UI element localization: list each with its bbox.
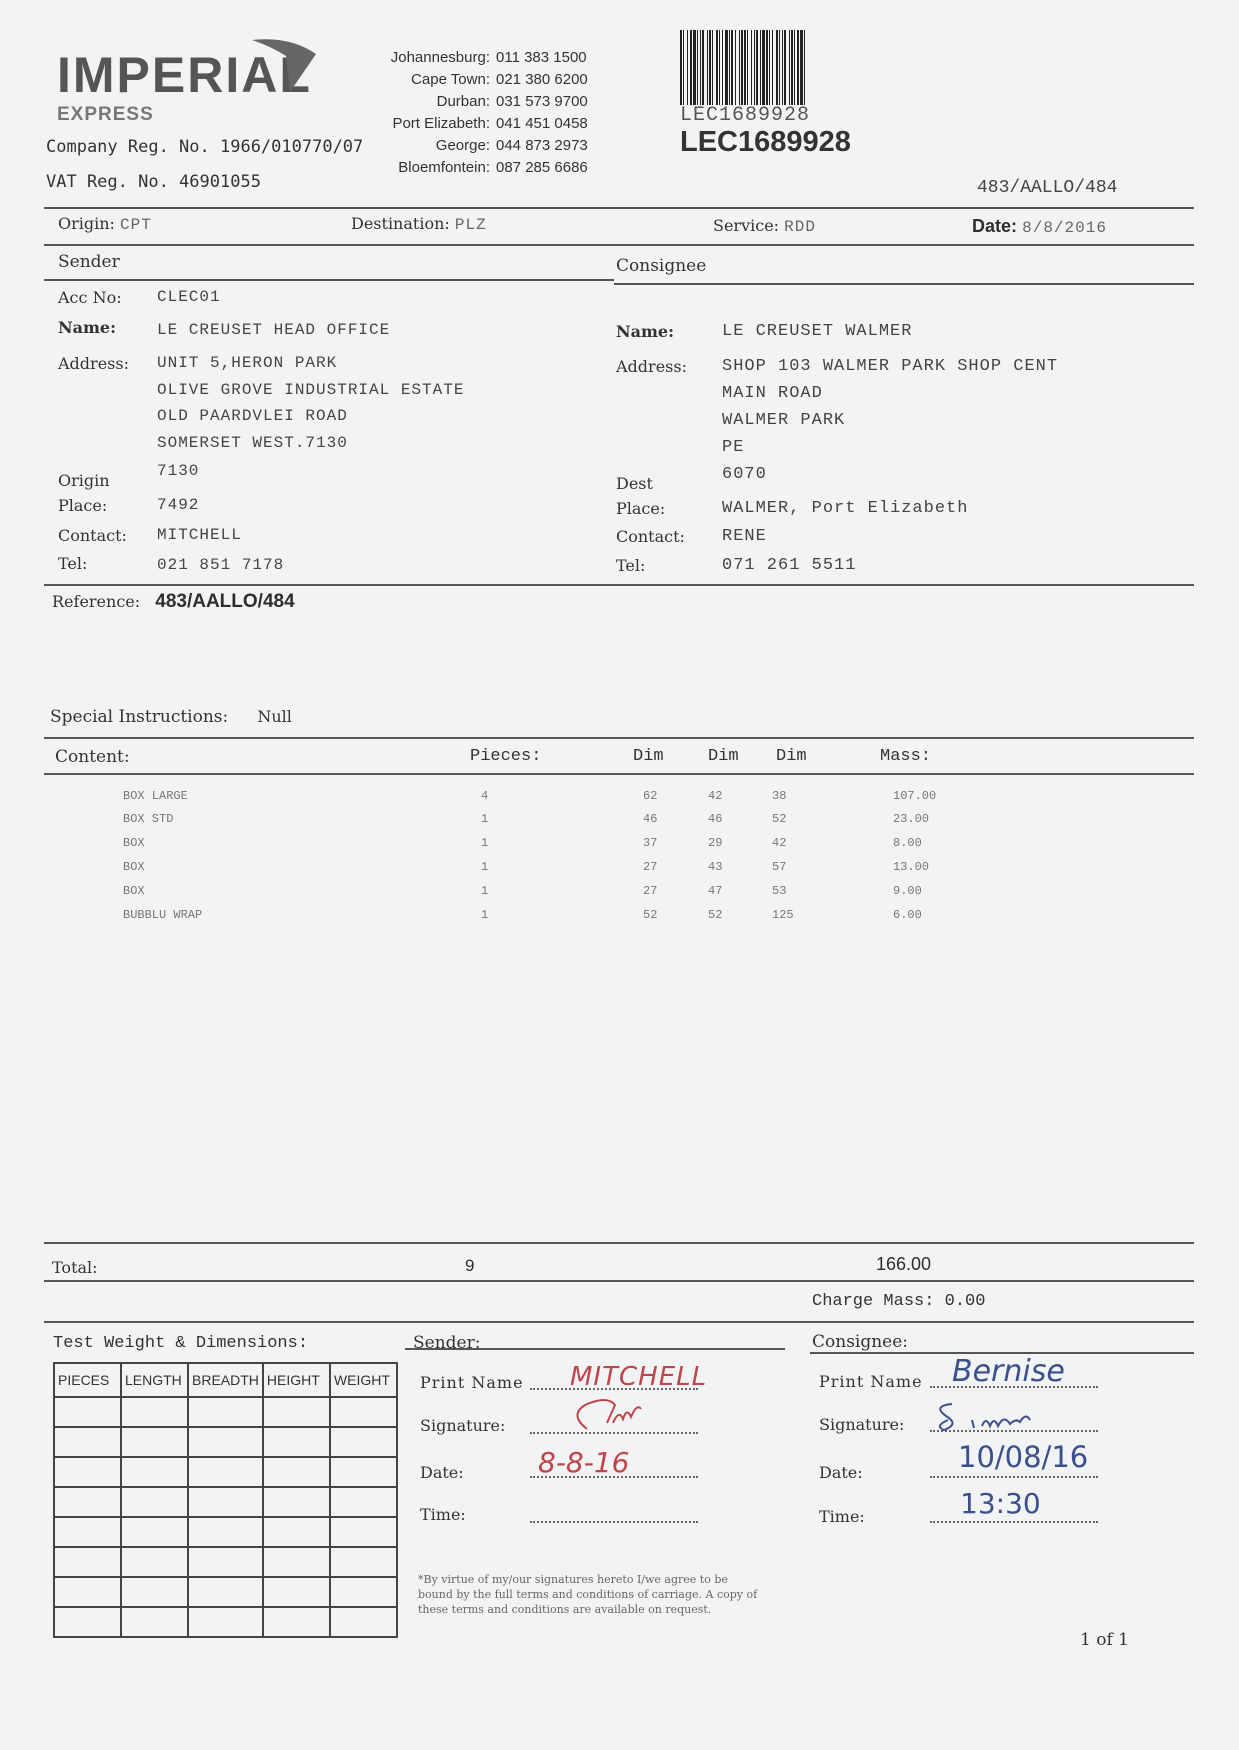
consignee-address-label: Address: bbox=[616, 357, 687, 376]
mass-header: Mass: bbox=[880, 747, 932, 766]
pieces-column-header: PIECES bbox=[54, 1363, 121, 1397]
consignee-signoff-title: Consignee: bbox=[812, 1332, 909, 1352]
logo-subtitle: EXPRESS bbox=[57, 104, 154, 125]
top-reference: 483/AALLO/484 bbox=[977, 178, 1118, 198]
table-row: BOX 1 27 47 53 9.00 bbox=[123, 884, 922, 898]
total-pieces: 9 bbox=[465, 1256, 475, 1275]
barcode-text: LEC1689928 bbox=[680, 104, 811, 127]
consignee-place: WALMER, Port Elizabeth bbox=[722, 499, 969, 518]
consignee-tel-label: Tel: bbox=[616, 556, 646, 575]
consignee-contact: RENE bbox=[722, 527, 767, 546]
consignee-print-name-label: Print Name bbox=[819, 1372, 923, 1391]
service-field: Service: RDD bbox=[713, 216, 816, 236]
sender-address-line: SOMERSET WEST.7130 bbox=[157, 434, 348, 452]
sender-contact: MITCHELL bbox=[157, 526, 242, 544]
table-row: BOX 1 37 29 42 8.00 bbox=[123, 836, 922, 850]
sender-address-line: OLIVE GROVE INDUSTRIAL ESTATE bbox=[157, 381, 465, 399]
sender-signature-label: Signature: bbox=[420, 1416, 506, 1435]
consignee-address-line: SHOP 103 WALMER PARK SHOP CENT bbox=[722, 357, 1059, 376]
total-label: Total: bbox=[52, 1258, 98, 1277]
table-row bbox=[54, 1607, 397, 1637]
office-row: Durban: 031 573 9700 bbox=[436, 92, 588, 110]
dim3-header: Dim bbox=[776, 747, 807, 766]
office-row: Cape Town: 021 380 6200 bbox=[411, 70, 588, 88]
consignee-name-label: Name: bbox=[616, 322, 675, 341]
consignee-name: LE CREUSET WALMER bbox=[722, 322, 913, 341]
test-weight-table bbox=[53, 1362, 398, 1638]
sender-place-label: Place: bbox=[58, 496, 108, 515]
consignee-time-label: Time: bbox=[819, 1507, 865, 1526]
sender-signoff-title: Sender: bbox=[413, 1333, 481, 1353]
sender-address-line: OLD PAARDVLEI ROAD bbox=[157, 407, 348, 425]
sender-signature bbox=[567, 1395, 647, 1435]
dim2-header: Dim bbox=[708, 747, 739, 766]
sender-name-label: Name: bbox=[58, 318, 117, 337]
weight-column-header: WEIGHT bbox=[330, 1363, 397, 1397]
office-row: Johannesburg: 011 383 1500 bbox=[390, 48, 587, 66]
consignee-address-line: WALMER PARK bbox=[722, 411, 846, 430]
table-row: BOX LARGE 4 62 42 38 107.00 bbox=[123, 789, 937, 803]
table-header-row bbox=[54, 1363, 397, 1397]
waybill-number: LEC1689928 bbox=[680, 126, 851, 158]
sender-address-label: Address: bbox=[58, 354, 129, 373]
office-row: Bloemfontein: 087 285 6686 bbox=[398, 158, 588, 176]
table-row bbox=[54, 1577, 397, 1607]
dim1-header: Dim bbox=[633, 747, 664, 766]
consignee-address-line: MAIN ROAD bbox=[722, 384, 823, 403]
table-row: BOX STD 1 46 46 52 23.00 bbox=[123, 812, 930, 826]
origin-field: Origin: CPT bbox=[58, 214, 152, 234]
dest-place-label: Dest bbox=[616, 474, 653, 493]
table-row: BOX 1 27 43 57 13.00 bbox=[123, 860, 930, 874]
barcode bbox=[680, 30, 965, 105]
table-row bbox=[54, 1397, 397, 1427]
logo-swoosh-icon bbox=[250, 36, 318, 94]
table-row bbox=[54, 1427, 397, 1457]
office-row: Port Elizabeth: 041 451 0458 bbox=[392, 114, 588, 132]
terms-text: *By virtue of my/our signatures hereto I/we agree to be bound by the full terms and conditions of carriage. A copy of these terms and conditions are available on request. bbox=[418, 1573, 758, 1616]
consignee-signature bbox=[930, 1396, 1080, 1434]
acc-no: CLEC01 bbox=[157, 288, 221, 306]
page-number: 1 of 1 bbox=[1080, 1630, 1129, 1650]
table-row bbox=[54, 1457, 397, 1487]
sender-print-name-handwritten: MITCHELL bbox=[570, 1362, 708, 1392]
office-row: George: 044 873 2973 bbox=[435, 136, 588, 154]
acc-no-label: Acc No: bbox=[58, 288, 122, 307]
pieces-header: Pieces: bbox=[470, 747, 542, 766]
consignee-place-label: Place: bbox=[616, 499, 666, 518]
consignee-contact-label: Contact: bbox=[616, 527, 685, 546]
consignee-time-handwritten: 13:30 bbox=[960, 1487, 1041, 1520]
consignee-postcode: 6070 bbox=[722, 465, 767, 484]
sender-date-label: Date: bbox=[420, 1463, 464, 1482]
sender-print-name-label: Print Name bbox=[420, 1373, 524, 1392]
test-weight-title: Test Weight & Dimensions: bbox=[53, 1334, 309, 1353]
length-column-header: LENGTH bbox=[121, 1363, 188, 1397]
sender-time-label: Time: bbox=[420, 1505, 466, 1524]
company-logo: IMPERIAL bbox=[57, 47, 312, 103]
sender-date-handwritten: 8-8-16 bbox=[538, 1446, 630, 1479]
consignee-section-title: Consignee bbox=[616, 256, 707, 276]
origin-place-label: Origin bbox=[58, 471, 110, 490]
sender-section-title: Sender bbox=[58, 252, 120, 272]
sender-contact-label: Contact: bbox=[58, 526, 127, 545]
destination-field: Destination: PLZ bbox=[351, 214, 487, 234]
sender-tel-label: Tel: bbox=[58, 554, 88, 573]
sender-postcode: 7130 bbox=[157, 462, 200, 480]
content-header: Content: bbox=[55, 747, 130, 767]
consignee-signature-label: Signature: bbox=[819, 1415, 905, 1434]
barcode-bar bbox=[805, 30, 807, 105]
table-row bbox=[54, 1487, 397, 1517]
table-row bbox=[54, 1547, 397, 1577]
consignee-date-handwritten: 10/08/16 bbox=[958, 1440, 1089, 1474]
consignee-tel: 071 261 5511 bbox=[722, 556, 857, 575]
table-row: BUBBLU WRAP 1 52 52 125 6.00 bbox=[123, 908, 922, 922]
charge-mass: Charge Mass: 0.00 bbox=[812, 1292, 986, 1311]
sender-place: 7492 bbox=[157, 496, 200, 514]
consignee-address-line: PE bbox=[722, 438, 745, 457]
sender-tel: 021 851 7178 bbox=[157, 556, 285, 574]
table-row bbox=[54, 1517, 397, 1547]
reference-field: Reference: 483/AALLO/484 bbox=[52, 591, 295, 612]
special-instructions: Special Instructions: Null bbox=[50, 707, 292, 727]
total-mass: 166.00 bbox=[876, 1254, 932, 1274]
breadth-column-header: BREADTH bbox=[188, 1363, 263, 1397]
sender-address-line: UNIT 5,HERON PARK bbox=[157, 354, 338, 372]
height-column-header: HEIGHT bbox=[263, 1363, 330, 1397]
sender-name: LE CREUSET HEAD OFFICE bbox=[157, 321, 391, 339]
office-contacts bbox=[375, 46, 588, 178]
consignee-print-name-handwritten: Bernise bbox=[952, 1354, 1065, 1389]
vat-reg: VAT Reg. No. 46901055 bbox=[46, 172, 261, 192]
company-reg: Company Reg. No. 1966/010770/07 bbox=[46, 137, 364, 157]
consignee-date-label: Date: bbox=[819, 1463, 863, 1482]
date-field: Date: 8/8/2016 bbox=[972, 216, 1107, 237]
